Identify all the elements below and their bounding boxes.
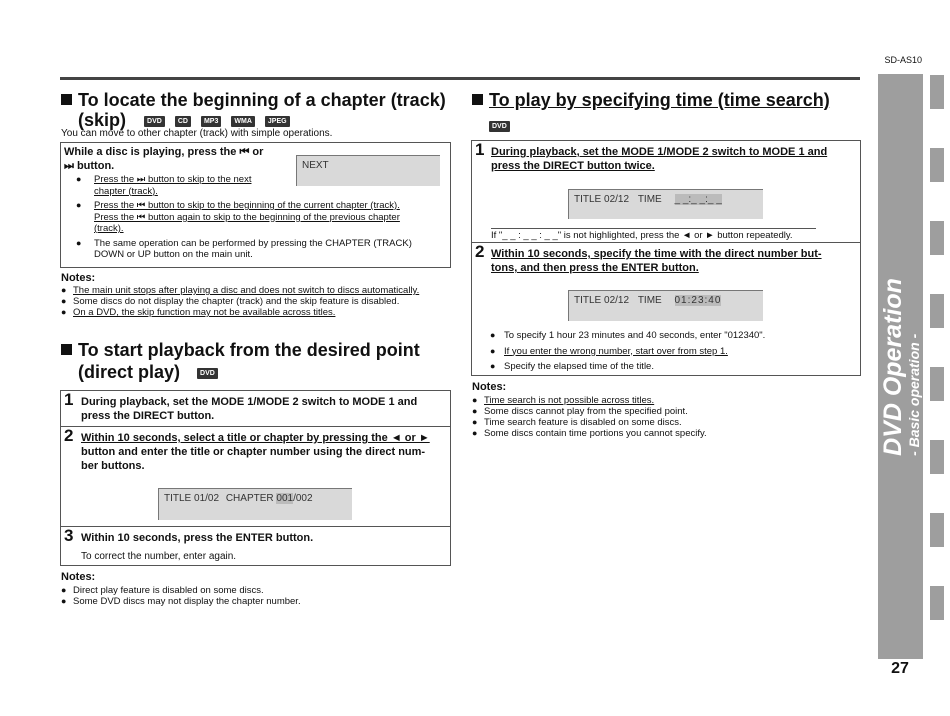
direct-heading: To start playback from the desired point (direct play) DVD — [61, 340, 461, 382]
sidebar-title — [878, 74, 923, 659]
thumb-tab — [930, 367, 944, 401]
dvd-badge: DVD — [197, 368, 218, 379]
direct-step2: Within 10 seconds, select a title or chapter by pressing the ◄ or ► button and enter the title or chapter number using the direct num- ber buttons. — [81, 432, 430, 472]
model-number: SD-AS10 — [884, 55, 922, 65]
header-rule — [60, 77, 860, 80]
step-number: 2 — [475, 242, 485, 261]
skip-intro: You can move to other chapter (track) with simple operations. — [61, 128, 333, 139]
step-number: 1 — [64, 390, 74, 409]
list-item: ● If you enter the wrong number, start over from step 1. — [490, 345, 728, 357]
sidebar-title-sub: - Basic operation - — [905, 333, 922, 456]
cd-badge: CD — [175, 116, 191, 127]
skip-heading: To locate the beginning of a chapter (track) (skip) DVD CD MP3 WMA JPEG — [61, 90, 461, 130]
skip-notes-title: Notes: — [61, 272, 96, 284]
wma-badge: WMA — [231, 116, 255, 127]
next-display: NEXT — [296, 155, 440, 186]
step-number: 2 — [64, 426, 74, 445]
dvd-badge: DVD — [489, 121, 510, 132]
direct-display: TITLE 01/02 CHAPTER 001/002 — [158, 488, 352, 520]
skip-box-head: While a disc is playing, press the ⏮ or ⏭ button. — [64, 146, 264, 172]
timesearch-badge-wrap — [484, 118, 510, 136]
square-bullet-icon — [61, 94, 72, 105]
direct-notes — [61, 585, 461, 607]
list-item: ● On a DVD, the skip function may not be available across titles. — [61, 307, 336, 318]
skip-notes — [61, 285, 461, 318]
thumb-tab — [930, 440, 944, 474]
list-item: ● Some discs do not display the chapter (track) and the skip feature is disabled. — [61, 296, 400, 307]
square-bullet-icon — [61, 344, 72, 355]
list-item: ● Time search feature is disabled on some discs. — [472, 417, 682, 428]
jpeg-badge: JPEG — [265, 116, 290, 127]
list-item: ● Some DVD discs may not display the chapter number. — [61, 596, 301, 607]
direct-step3-note: To correct the number, enter again. — [81, 551, 237, 562]
time-display-blank: TITLE 02/12 TIME _ _:_ _:_ _ — [568, 189, 763, 219]
dvd-badge: DVD — [144, 116, 165, 127]
list-item: ● Some discs contain time portions you cannot specify. — [472, 428, 707, 439]
thumb-tab — [930, 294, 944, 328]
list-item: ● Press the ⏮ button to skip to the beginning of the current chapter (track). Press the ⏮ button again to skip to the beginning of the previous chapter (track). — [76, 200, 400, 234]
divider — [60, 526, 450, 527]
list-item: ● The same operation can be performed by pressing the CHAPTER (TRACK) DOWN or UP button on the main unit. — [76, 237, 412, 260]
thumb-tab — [930, 221, 944, 255]
divider — [60, 426, 450, 427]
timesearch-hint: If "_ _ : _ _ : _ _" is not highlighted, press the ◄ or ► button repeatedly. — [491, 228, 816, 241]
thumb-tab — [930, 148, 944, 182]
direct-step3: Within 10 seconds, press the ENTER button. — [81, 532, 314, 544]
list-item: ● To specify 1 hour 23 minutes and 40 seconds, enter "012340". — [490, 330, 766, 341]
list-item: ● Time search is not possible across titles. — [472, 395, 655, 406]
direct-step1: During playback, set the MODE 1/MODE 2 switch to MODE 1 and press the DIRECT button. — [81, 396, 418, 422]
timesearch-heading: To play by specifying time (time search) — [472, 90, 862, 110]
skip-bullets — [76, 174, 444, 261]
list-item: ● Some discs cannot play from the specified point. — [472, 406, 688, 417]
direct-notes-title: Notes: — [61, 571, 96, 583]
mp3-badge: MP3 — [201, 116, 221, 127]
list-item: ● Direct play feature is disabled on some discs. — [61, 585, 264, 596]
sidebar-title-main: DVD Operation — [878, 277, 907, 456]
square-bullet-icon — [472, 94, 483, 105]
thumb-tab — [930, 75, 944, 109]
step-number: 1 — [475, 140, 485, 159]
timesearch-notes — [472, 395, 862, 439]
list-item: ● The main unit stops after playing a disc and does not switch to discs automatically. — [61, 285, 420, 296]
timesearch-step1: During playback, set the MODE 1/MODE 2 switch to MODE 1 and press the DIRECT button twice. — [491, 146, 828, 172]
step-number: 3 — [64, 526, 74, 545]
page-number: 27 — [891, 660, 909, 677]
time-display-entered: TITLE 02/12 TIME 01:23:40 — [568, 290, 763, 321]
thumb-tab — [930, 586, 944, 620]
list-item: ● Press the ⏭ button to skip to the next chapter (track). — [76, 174, 252, 197]
timesearch-notes-title: Notes: — [472, 381, 507, 393]
divider — [471, 242, 860, 243]
timesearch-bullets — [490, 330, 854, 373]
list-item: ● Specify the elapsed time of the title. — [490, 361, 654, 372]
thumb-tab — [930, 513, 944, 547]
timesearch-step2: Within 10 seconds, specify the time with the direct number but- tons, and then press the ENTER button. — [491, 248, 822, 274]
